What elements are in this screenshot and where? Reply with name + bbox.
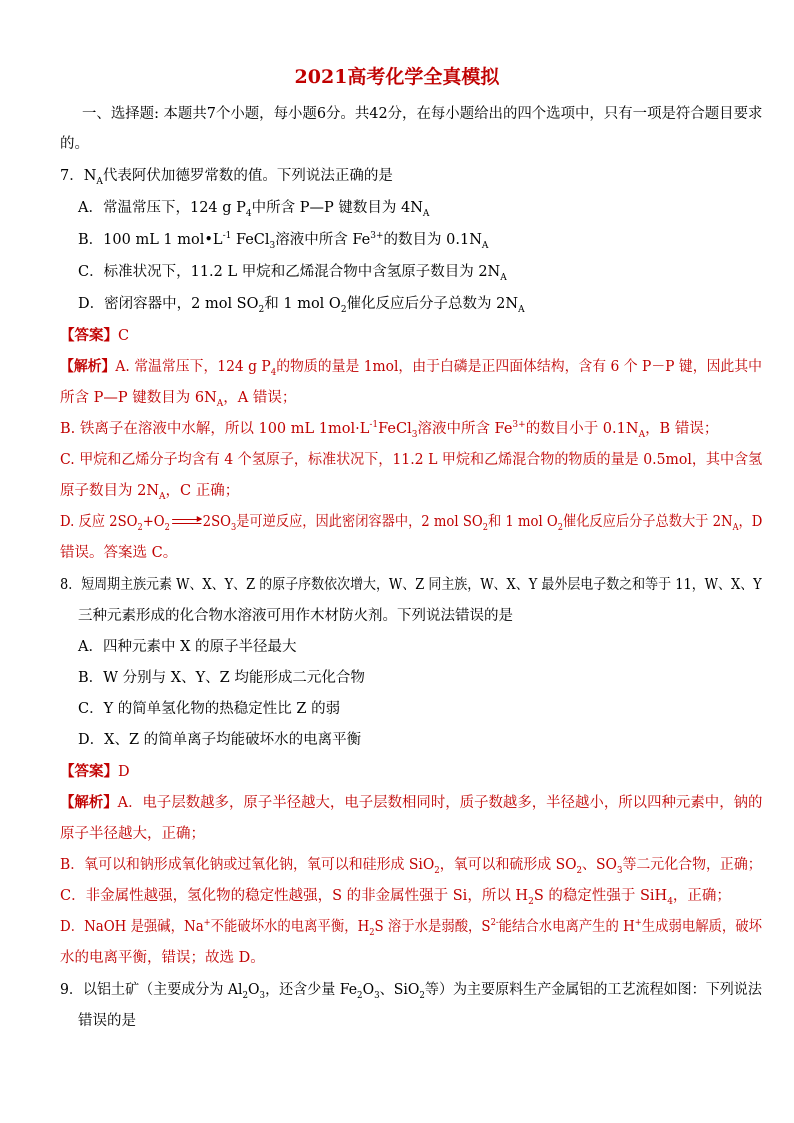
q7-analysis-c-2: 原子数目为 $2N_A$，C 正确；	[60, 483, 240, 502]
q7-option-a: A．常温常压下，124 g $P_4$中所含 P—P 键数目为 $4N_A$	[78, 200, 430, 219]
q8-stem-2: 三种元素形成的化合物水溶液可用作木材防火剂。下列说法错误的是	[78, 608, 513, 624]
page-title: 2021高考化学全真模拟	[294, 66, 500, 88]
q9-stem-2: 错误的是	[78, 1013, 136, 1029]
q7-analysis-c-1: C. 甲烷和乙烯分子均含有 4 个氢原子，标准状况下，11.2 L 甲烷和乙烯混合物的物质的量是 0.5mol，其中含氢	[60, 452, 763, 468]
q8-analysis-c: C．非金属性越强，氢化物的稳定性越强，S 的非金属性强于 Si，所以 $H_2S$ 的稳定性强于 SiH$_4$，正确；	[60, 888, 731, 907]
q7-analysis-d-2: 错误。答案选 C。	[60, 545, 178, 561]
q8-stem-1: 8．短周期主族元素 W、X、Y、Z 的原子序数依次增大，W、Z 同主族，W、X、Y 最外层电子数之和等于 11，W、X、Y	[60, 577, 762, 593]
q8-option-c: C．Y 的简单氢化物的热稳定性比 Z 的弱	[78, 701, 341, 717]
reversible-arrow-icon	[172, 518, 201, 526]
q7-option-d: D．密闭容器中，2 mol $SO_2$和 1 mol $O_2$催化反应后分子总数为 $2N_A$	[78, 296, 525, 315]
intro-line-2: 的。	[60, 136, 89, 152]
q7-answer: 【答案】C	[60, 327, 130, 344]
q8-analysis-d-1: D．NaOH 是强碱，Na+不能破坏水的电离平衡，$H_2S$ 溶于水是弱酸，$S^{2-}$能结合水电离产生的 H+生成弱电解质，破坏	[60, 918, 762, 938]
q7-option-c: C．标准状况下，11.2 L 甲烷和乙烯混合物中含氢原子数目为 $2N_A$	[78, 264, 507, 283]
q8-analysis-d-2: 水的电离平衡，错误；故选 D。	[60, 950, 265, 966]
q7-analysis-d-1: D. 反应 $2SO_2+O_2$ $2SO_3$是可逆反应，因此密闭容器中，2 mol $SO_2$和 1 mol $O_2$催化反应后分子总数大于 $2N_A$，D	[60, 514, 763, 533]
q8-analysis-b: B．氧可以和钠形成氧化钠或过氧化钠，氧可以和硅形成 SiO$_2$，氧可以和硫形成 $SO_2$、$SO_3$等二元化合物，正确；	[60, 857, 762, 876]
q8-analysis-a-2: 原子半径越大，正确；	[60, 826, 205, 842]
q7-option-b: B．100 mL 1 $mol•L^{-1}$ FeCl$_3$溶液中所含 $Fe^{3+}$的数目为 $0.1N_A$	[78, 231, 489, 251]
q8-option-d: D．X、Z 的简单离子均能破坏水的电离平衡	[78, 732, 362, 748]
q7-analysis-b: B. 铁离子在溶液中水解，所以 100 mL $1mol\cdot L^{-1}FeCl_3$溶液中所含 $Fe^{3+}$的数目小于 $0.1N_A$，B 错误；	[60, 420, 719, 440]
intro-line-1: 一、选择题: 本题共7个小题，每小题6分。共42分，在每小题给出的四个选项中，只有一项是符合题目要求	[82, 106, 763, 122]
q7-stem: 7．$N_A$代表阿伏加德罗常数的值。下列说法正确的是	[60, 168, 393, 187]
q8-option-b: B．W 分别与 X、Y、Z 均能形成二元化合物	[78, 670, 365, 686]
q9-stem-1: 9．以铝土矿（主要成分为 $Al_2O_3$，还含少量 $Fe_2O_3$、SiO$_2$等）为主要原料生产金属铝的工艺流程如图：下列说法	[60, 982, 762, 1001]
q8-option-a: A．四种元素中 X 的原子半径最大	[78, 639, 297, 655]
q8-answer: 【答案】D	[60, 763, 130, 780]
q8-analysis-a-1: 【解析】A．电子层数越多，原子半径越大，电子层数相同时，质子数越多，半径越小，所以四种元素中，钠的	[60, 794, 763, 811]
q7-analysis-a-2: 所含 P—P 键数目为 $6N_A$，A 错误；	[60, 390, 297, 409]
q7-analysis-a-1: 【解析】A. 常温常压下，124 g $P_4$的物质的量是 1mol，由于白磷是正四面体结构，含有 6 个 P－P 键，因此其中	[60, 358, 762, 378]
